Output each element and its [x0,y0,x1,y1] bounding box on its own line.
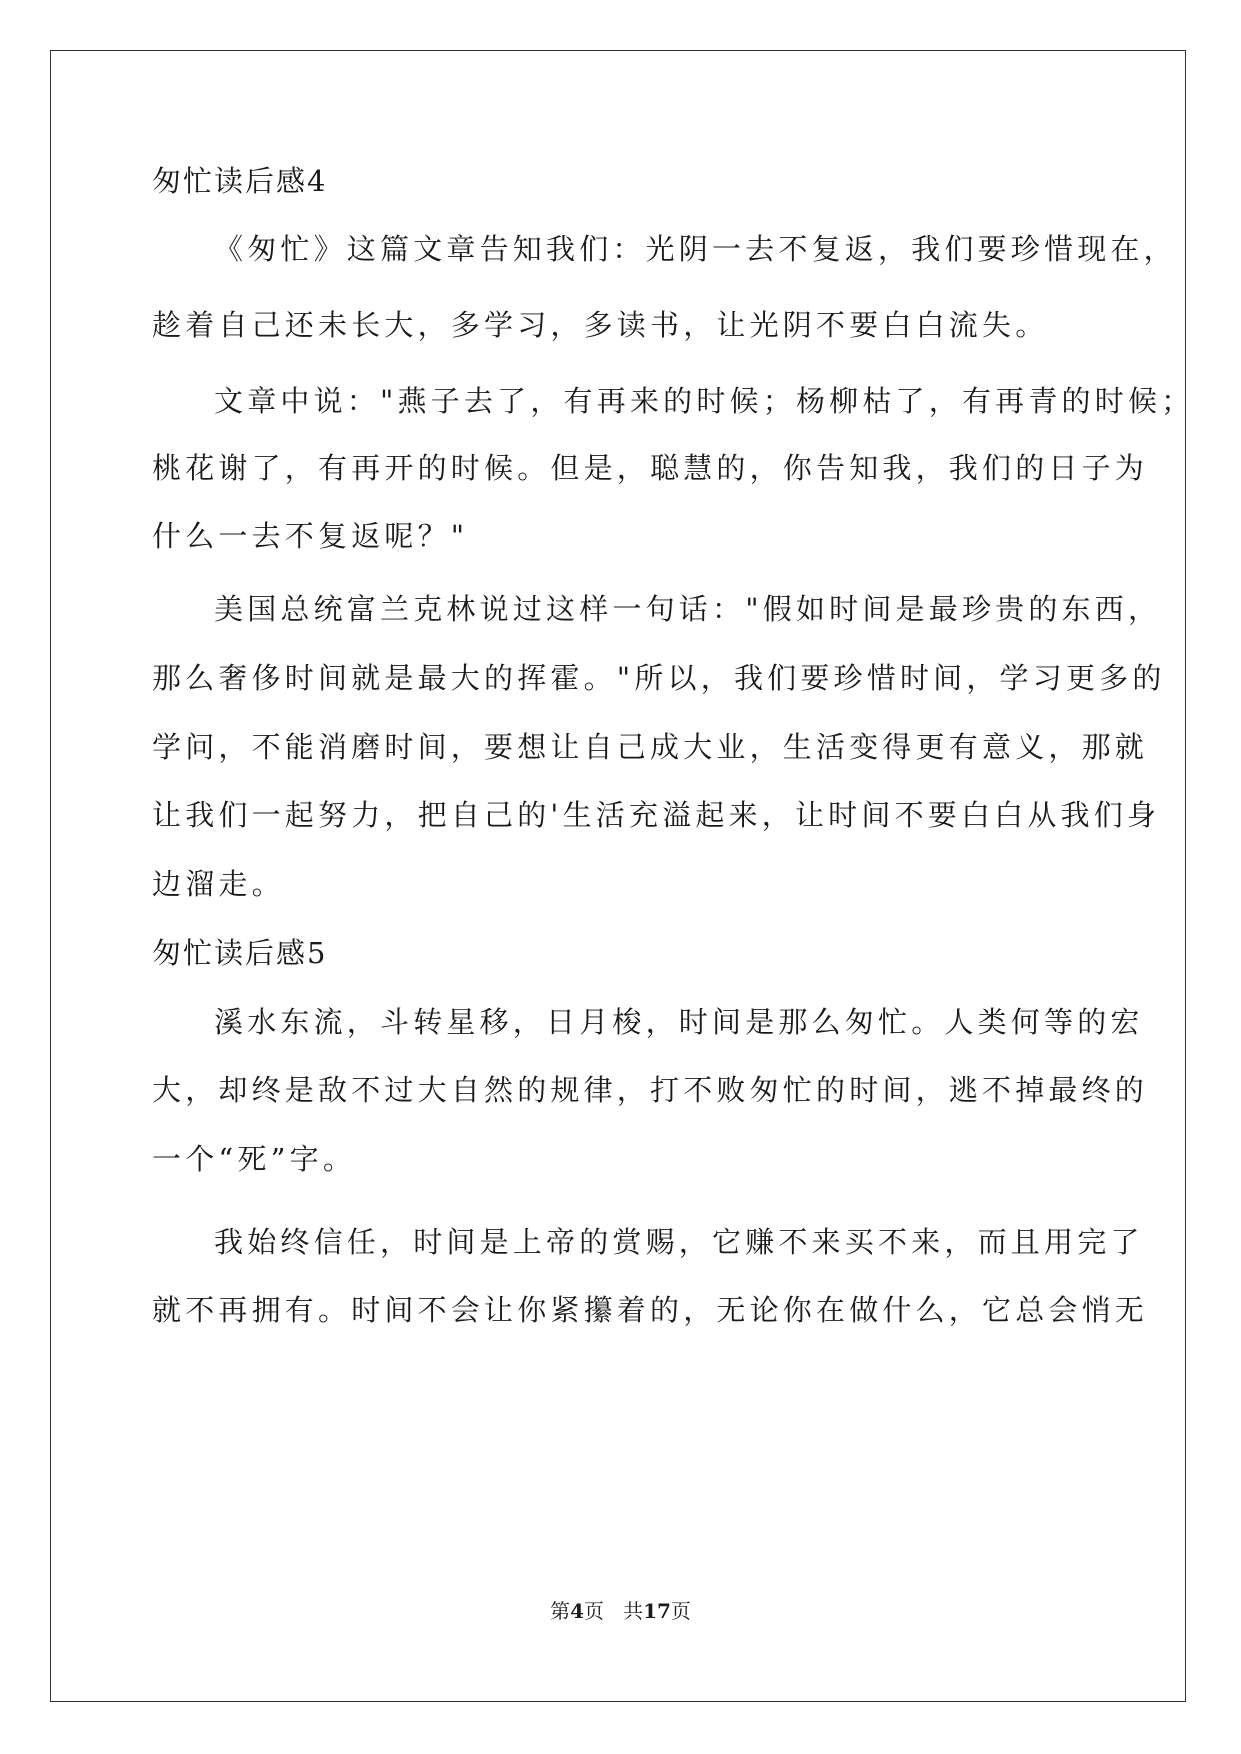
footer-total-pages: 17 [643,1599,671,1623]
footer-total-suffix: 页 [670,1599,691,1623]
paragraph-line: 边溜走。 [152,867,285,901]
paragraph-line: 美国总统富兰克林说过这样一句话："假如时间是最珍贵的东西， [214,592,1162,626]
paragraph-line: 就不再拥有。时间不会让你紧攥着的，无论你在做什么，它总会悄无 [152,1293,1149,1327]
paragraph-line: 桃花谢了，有再开的时候。但是，聪慧的，你告知我，我们的日子为 [152,451,1149,485]
paragraph-line: 大，却终是敌不过大自然的规律，打不败匆忙的时间，逃不掉最终的 [152,1073,1149,1107]
footer-page-suffix: 页 [584,1599,604,1623]
footer-page-number: 4 [570,1599,584,1623]
footer-prefix: 第 [550,1599,571,1623]
paragraph-line: 溪水东流，斗转星移，日月梭，时间是那么匆忙。人类何等的宏 [214,1005,1144,1039]
paragraph-line: 那么奢侈时间就是最大的挥霍。"所以，我们要珍惜时间，学习更多的 [152,661,1166,695]
paragraph-line: 让我们一起努力，把自己的'生活充溢起来，让时间不要白白从我们身 [152,798,1161,832]
paragraph-line: 什么一去不复返呢？" [152,519,469,553]
section-heading-4: 匆忙读后感4 [152,164,328,198]
page-footer [0,1599,1241,1623]
paragraph-line: 我始终信任，时间是上帝的赏赐，它赚不来买不来，而且用完了 [214,1225,1144,1259]
paragraph-line: 趁着自己还未长大，多学习，多读书，让光阴不要白白流失。 [152,308,1049,342]
paragraph-line: 《匆忙》这篇文章告知我们：光阴一去不复返，我们要珍惜现在， [214,232,1177,266]
paragraph-line: 文章中说："燕子去了，有再来的时候；杨柳枯了，有再青的时候； [214,384,1195,418]
paragraph-line: 学问，不能消磨时间，要想让自己成大业，生活变得更有意义，那就 [152,730,1149,764]
paragraph-line: 一个“死”字。 [152,1142,357,1176]
section-heading-5: 匆忙读后感5 [152,936,328,970]
footer-total-prefix: 共 [623,1599,644,1623]
